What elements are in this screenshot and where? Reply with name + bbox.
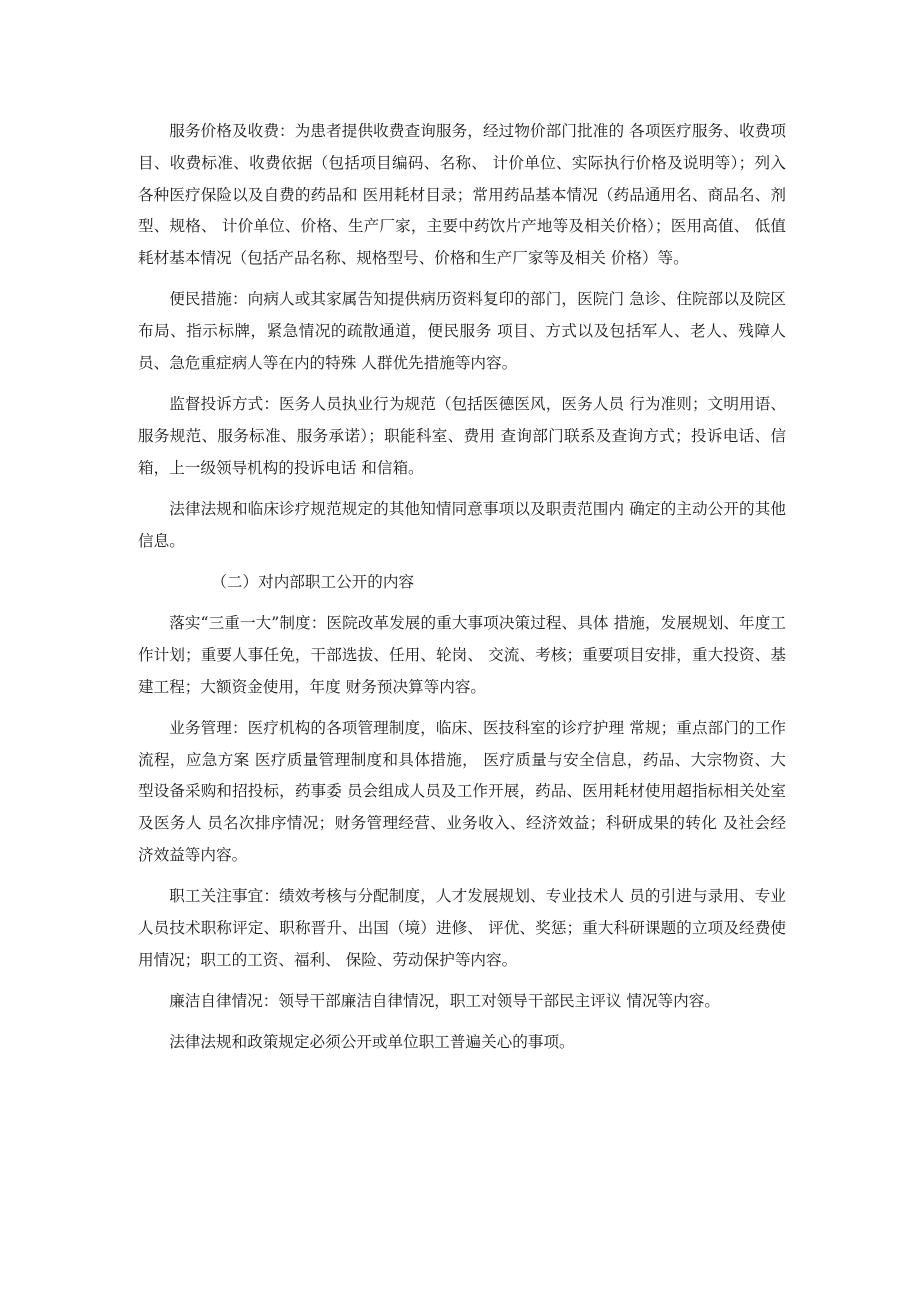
paragraph-business-management: 业务管理：医疗机构的各项管理制度，临床、医技科室的诊疗护理 常规；重点部门的工作流程，应急方案 医疗质量管理制度和具体措施， 医疗质量与安全信息，药品、大宗物资、大型设备采购和招投标，药事委 员会组成人员及工作开展，药品、医用耗材使用超指标相关处室及医务人 员名次排序情况；财务管理经营、业务收入、经济效益；科研成果的转化 及社会经济效益等内容。 (138, 718, 786, 865)
paragraph-supervision-complaints: 监督投诉方式：医务人员执业行为规范（包括医德医风，医务人员 行为准则；文明用语、服务规范、服务标准、服务承诺）；职能科室、费用 查询部门联系及查询方式；投诉电话、信箱，上一级领导机构的投诉电话 和信箱。 (138, 395, 786, 477)
paragraph-staff-concerns: 职工关注事宜：绩效考核与分配制度，人才发展规划、专业技术人 员的引进与录用、专业人员技术职称评定、职称晋升、出国（境）进修、 评优、奖惩；重大科研课题的立项及经费使用情况；职工的工资、福利、 保险、劳动保护等内容。 (138, 887, 786, 969)
section-heading-internal: （二）对内部职工公开的内容 (211, 572, 415, 591)
paragraph-laws-regulations: 法律法规和政策规定必须公开或单位职工普遍关心的事项。 (169, 1033, 575, 1052)
paragraph-integrity-self-discipline: 廉洁自律情况：领导干部廉洁自律情况，职工对领导干部民主评议 情况等内容。 (169, 992, 720, 1011)
document-body (138, 116, 786, 1068)
paragraph-convenience-measures: 便民措施：向病人或其家属告知提供病历资料复印的部门，医院门 急诊、住院部以及院区布局、指示标牌，紧急情况的疏散通道，便民服务 项目、方式以及包括军人、老人、残障人员、急危重症病人等在内的特殊 人群优先措施等内容。 (138, 290, 786, 372)
paragraph-service-pricing: 服务价格及收费：为患者提供收费查询服务，经过物价部门批准的 各项医疗服务、收费项目、收费标准、收费依据（包括项目编码、名称、 计价单位、实际执行价格及说明等）；列入各种医疗保险以及自费的药品和 医用耗材目录；常用药品基本情况（药品通用名、商品名、剂型、规格、 计价单位、价格、生产厂家，主要中药饮片产地等及相关价格）；医用高值、 低值耗材基本情况（包括产品名称、规格型号、价格和生产厂家等及相关 价格）等。 (138, 122, 786, 268)
paragraph-other-disclosures: 法律法规和临床诊疗规范规定的其他知情同意事项以及职责范围内 确定的主动公开的其他信息。 (138, 499, 786, 550)
paragraph-three-important-one-large: 落实“三重一大”制度：医院改革发展的重大事项决策过程、具体 措施，发展规划、年度工作计划；重要人事任免，干部选拔、任用、轮岗、 交流、考核；重要项目安排，重大投资、基建工程；大额资金使用，年度 财务预决算等内容。 (138, 614, 786, 696)
